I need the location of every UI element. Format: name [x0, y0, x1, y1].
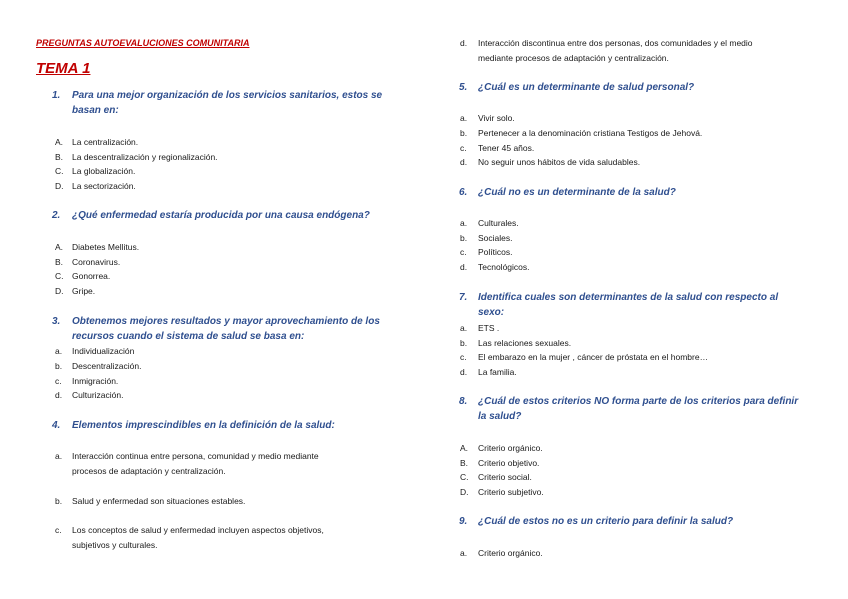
option-text: La descentralización y regionalización.: [72, 152, 218, 162]
question-text: ¿Cuál de estos no es un criterio para definir la salud?: [478, 516, 734, 527]
question-number: 8.: [459, 396, 468, 407]
option-text: La globalización.: [72, 166, 136, 176]
question-number: 6.: [459, 187, 468, 198]
option-letter: a.: [55, 346, 63, 356]
option-letter: B.: [460, 458, 469, 468]
option-text: La sectorización.: [72, 181, 136, 191]
option-text: No seguir unos hábitos de vida saludables.: [478, 157, 641, 167]
option-letter: a.: [460, 113, 468, 123]
option-text: Gripe.: [72, 286, 96, 296]
option-text: El embarazo en la mujer , cáncer de próstata en el hombre…: [478, 352, 709, 362]
option-letter: D.: [55, 286, 64, 296]
option-letter: A.: [55, 242, 64, 252]
option-letter: a.: [55, 451, 63, 461]
option-letter: D.: [460, 487, 469, 497]
option-letter: b.: [460, 338, 468, 348]
option-letter: b.: [460, 128, 468, 138]
option-letter: c.: [55, 525, 62, 535]
option-letter: d.: [460, 38, 468, 48]
option-text: Tecnológicos.: [478, 262, 530, 272]
option-letter: d.: [460, 157, 468, 167]
option-text: Políticos.: [478, 247, 513, 257]
option-text: Las relaciones sexuales.: [478, 338, 572, 348]
option-letter: c.: [460, 247, 467, 257]
section-title: TEMA 1: [36, 60, 91, 77]
option-text: Culturización.: [72, 390, 124, 400]
option-letter: C.: [55, 166, 64, 176]
question-text: basan en:: [72, 105, 119, 116]
option-text: procesos de adaptación y centralización.: [72, 466, 226, 476]
question-text: ¿Cuál es un determinante de salud personal?: [478, 82, 695, 93]
question-text: ¿Qué enfermedad estaría producida por una causa endógena?: [72, 210, 370, 221]
question-number: 2.: [52, 210, 61, 221]
question-number: 5.: [459, 82, 468, 93]
option-text: mediante procesos de adaptación y centralización.: [478, 53, 669, 63]
option-text: Los conceptos de salud y enfermedad incluyen aspectos objetivos,: [72, 525, 324, 535]
question-number: 4.: [52, 420, 61, 431]
option-text: Coronavirus.: [72, 257, 121, 267]
option-letter: A.: [55, 137, 64, 147]
option-letter: d.: [460, 262, 468, 272]
option-text: Gonorrea.: [72, 271, 111, 281]
option-letter: a.: [460, 323, 468, 333]
option-letter: C.: [55, 271, 64, 281]
option-letter: B.: [55, 152, 64, 162]
question-number: 1.: [52, 90, 61, 101]
option-letter: c.: [460, 143, 467, 153]
option-letter: C.: [460, 472, 469, 482]
option-text: Criterio subjetivo.: [478, 487, 544, 497]
option-text: La centralización.: [72, 137, 139, 147]
option-letter: b.: [55, 496, 63, 506]
option-letter: b.: [460, 233, 468, 243]
question-number: 7.: [459, 292, 468, 303]
option-text: Pertenecer a la denominación cristiana Testigos de Jehová.: [478, 128, 703, 138]
question-text: Identifica cuales son determinantes de la salud con respecto al: [478, 292, 779, 303]
option-text: Interacción discontinua entre dos personas, dos comunidades y el medio: [478, 38, 753, 48]
option-letter: b.: [55, 361, 63, 371]
option-text: Diabetes Mellitus.: [72, 242, 140, 252]
option-text: Criterio orgánico.: [478, 548, 543, 558]
question-text: Obtenemos mejores resultados y mayor aprovechamiento de los: [72, 316, 380, 327]
option-letter: c.: [55, 376, 62, 386]
option-text: Criterio objetivo.: [478, 458, 540, 468]
option-text: Vivir solo.: [478, 113, 515, 123]
option-letter: c.: [460, 352, 467, 362]
option-text: Inmigración.: [72, 376, 119, 386]
question-text: Para una mejor organización de los servicios sanitarios, estos se: [72, 90, 383, 101]
question-text: ¿Cuál de estos criterios NO forma parte de los criterios para definir: [478, 396, 799, 407]
question-text: la salud?: [478, 411, 522, 422]
question-text: sexo:: [478, 307, 505, 318]
option-text: Criterio social.: [478, 472, 532, 482]
option-letter: A.: [460, 443, 469, 453]
option-letter: a.: [460, 218, 468, 228]
document-header: PREGUNTAS AUTOEVALUCIONES COMUNITARIA: [36, 38, 250, 48]
question-number: 9.: [459, 516, 468, 527]
option-text: Descentralización.: [72, 361, 142, 371]
option-letter: B.: [55, 257, 64, 267]
option-letter: D.: [55, 181, 64, 191]
question-text: recursos cuando el sistema de salud se basa en:: [72, 331, 305, 342]
option-letter: d.: [55, 390, 63, 400]
option-text: subjetivos y culturales.: [72, 540, 158, 550]
option-text: Interacción continua entre persona, comunidad y medio mediante: [72, 451, 319, 461]
option-letter: a.: [460, 548, 468, 558]
option-text: La familia.: [478, 367, 517, 377]
option-text: Tener 45 años.: [478, 143, 535, 153]
option-text: Culturales.: [478, 218, 519, 228]
option-text: Sociales.: [478, 233, 513, 243]
question-text: Elementos imprescindibles en la definición de la salud:: [72, 420, 335, 431]
option-letter: d.: [460, 367, 468, 377]
option-text: Salud y enfermedad son situaciones estables.: [72, 496, 246, 506]
option-text: Criterio orgánico.: [478, 443, 543, 453]
question-number: 3.: [52, 316, 61, 327]
question-text: ¿Cuál no es un determinante de la salud?: [478, 187, 676, 198]
option-text: Individualización: [72, 346, 135, 356]
option-text: ETS .: [478, 323, 500, 333]
